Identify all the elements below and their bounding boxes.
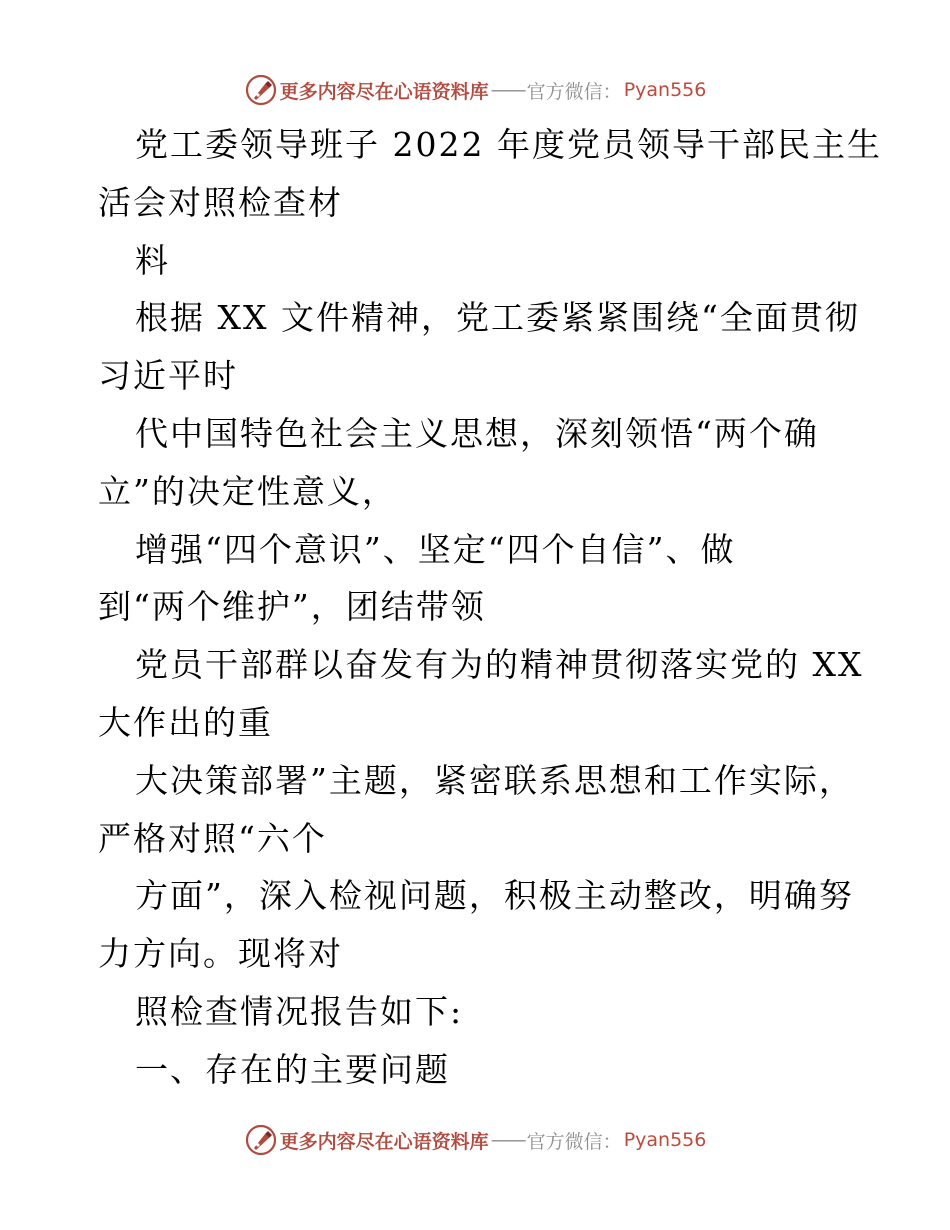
document-line: 照检查情况报告如下: bbox=[135, 991, 464, 1031]
document-line: 力方向。现将对 bbox=[98, 934, 343, 974]
document-line: 党工委领导班子 2022 年度党员领导干部民主生 bbox=[135, 125, 882, 164]
document-line: 方面”，深入检视问题，积极主动整改，明确努 bbox=[135, 876, 854, 916]
document-line: 大决策部署”主题，紧密联系思想和工作实际， bbox=[135, 760, 854, 800]
document-line: 根据 XX 文件精神，党工委紧紧围绕“全面贯彻 bbox=[135, 298, 860, 338]
document-body bbox=[98, 116, 882, 1099]
header-banner bbox=[0, 70, 950, 110]
document-line: 增强“四个意识”、坚定“四个自信”、做 bbox=[135, 529, 736, 569]
pen-nib-logo-icon bbox=[244, 1123, 278, 1157]
document-line: 料 bbox=[135, 240, 170, 280]
footer-banner bbox=[0, 1120, 950, 1160]
document-line: 大作出的重 bbox=[98, 702, 273, 742]
document-line: 立”的决定性意义， bbox=[98, 471, 397, 511]
banner-separator: —— bbox=[490, 1129, 525, 1151]
document-line: 习近平时 bbox=[98, 356, 238, 396]
pen-nib-logo-icon bbox=[244, 73, 278, 107]
document-line: 严格对照“六个 bbox=[98, 818, 327, 858]
document-line: 一、存在的主要问题 bbox=[135, 1049, 450, 1089]
banner-wechat-label: 官方微信： bbox=[526, 1130, 622, 1153]
banner-main-text: 更多内容尽在心语资料库 bbox=[279, 80, 489, 103]
banner-main-text: 更多内容尽在心语资料库 bbox=[279, 1130, 489, 1153]
banner-wechat-id: Pyan556 bbox=[623, 1129, 707, 1151]
banner-separator: —— bbox=[490, 79, 525, 101]
document-line: 活会对照检查材 bbox=[98, 182, 343, 222]
document-line: 党员干部群以奋发有为的精神贯彻落实党的 XX bbox=[135, 645, 864, 685]
document-line: 到“两个维护”，团结带领 bbox=[98, 587, 486, 627]
banner-wechat-id: Pyan556 bbox=[623, 79, 707, 101]
banner-wechat-label: 官方微信： bbox=[526, 80, 622, 103]
document-line: 代中国特色社会主义思想，深刻领悟“两个确 bbox=[135, 413, 819, 453]
